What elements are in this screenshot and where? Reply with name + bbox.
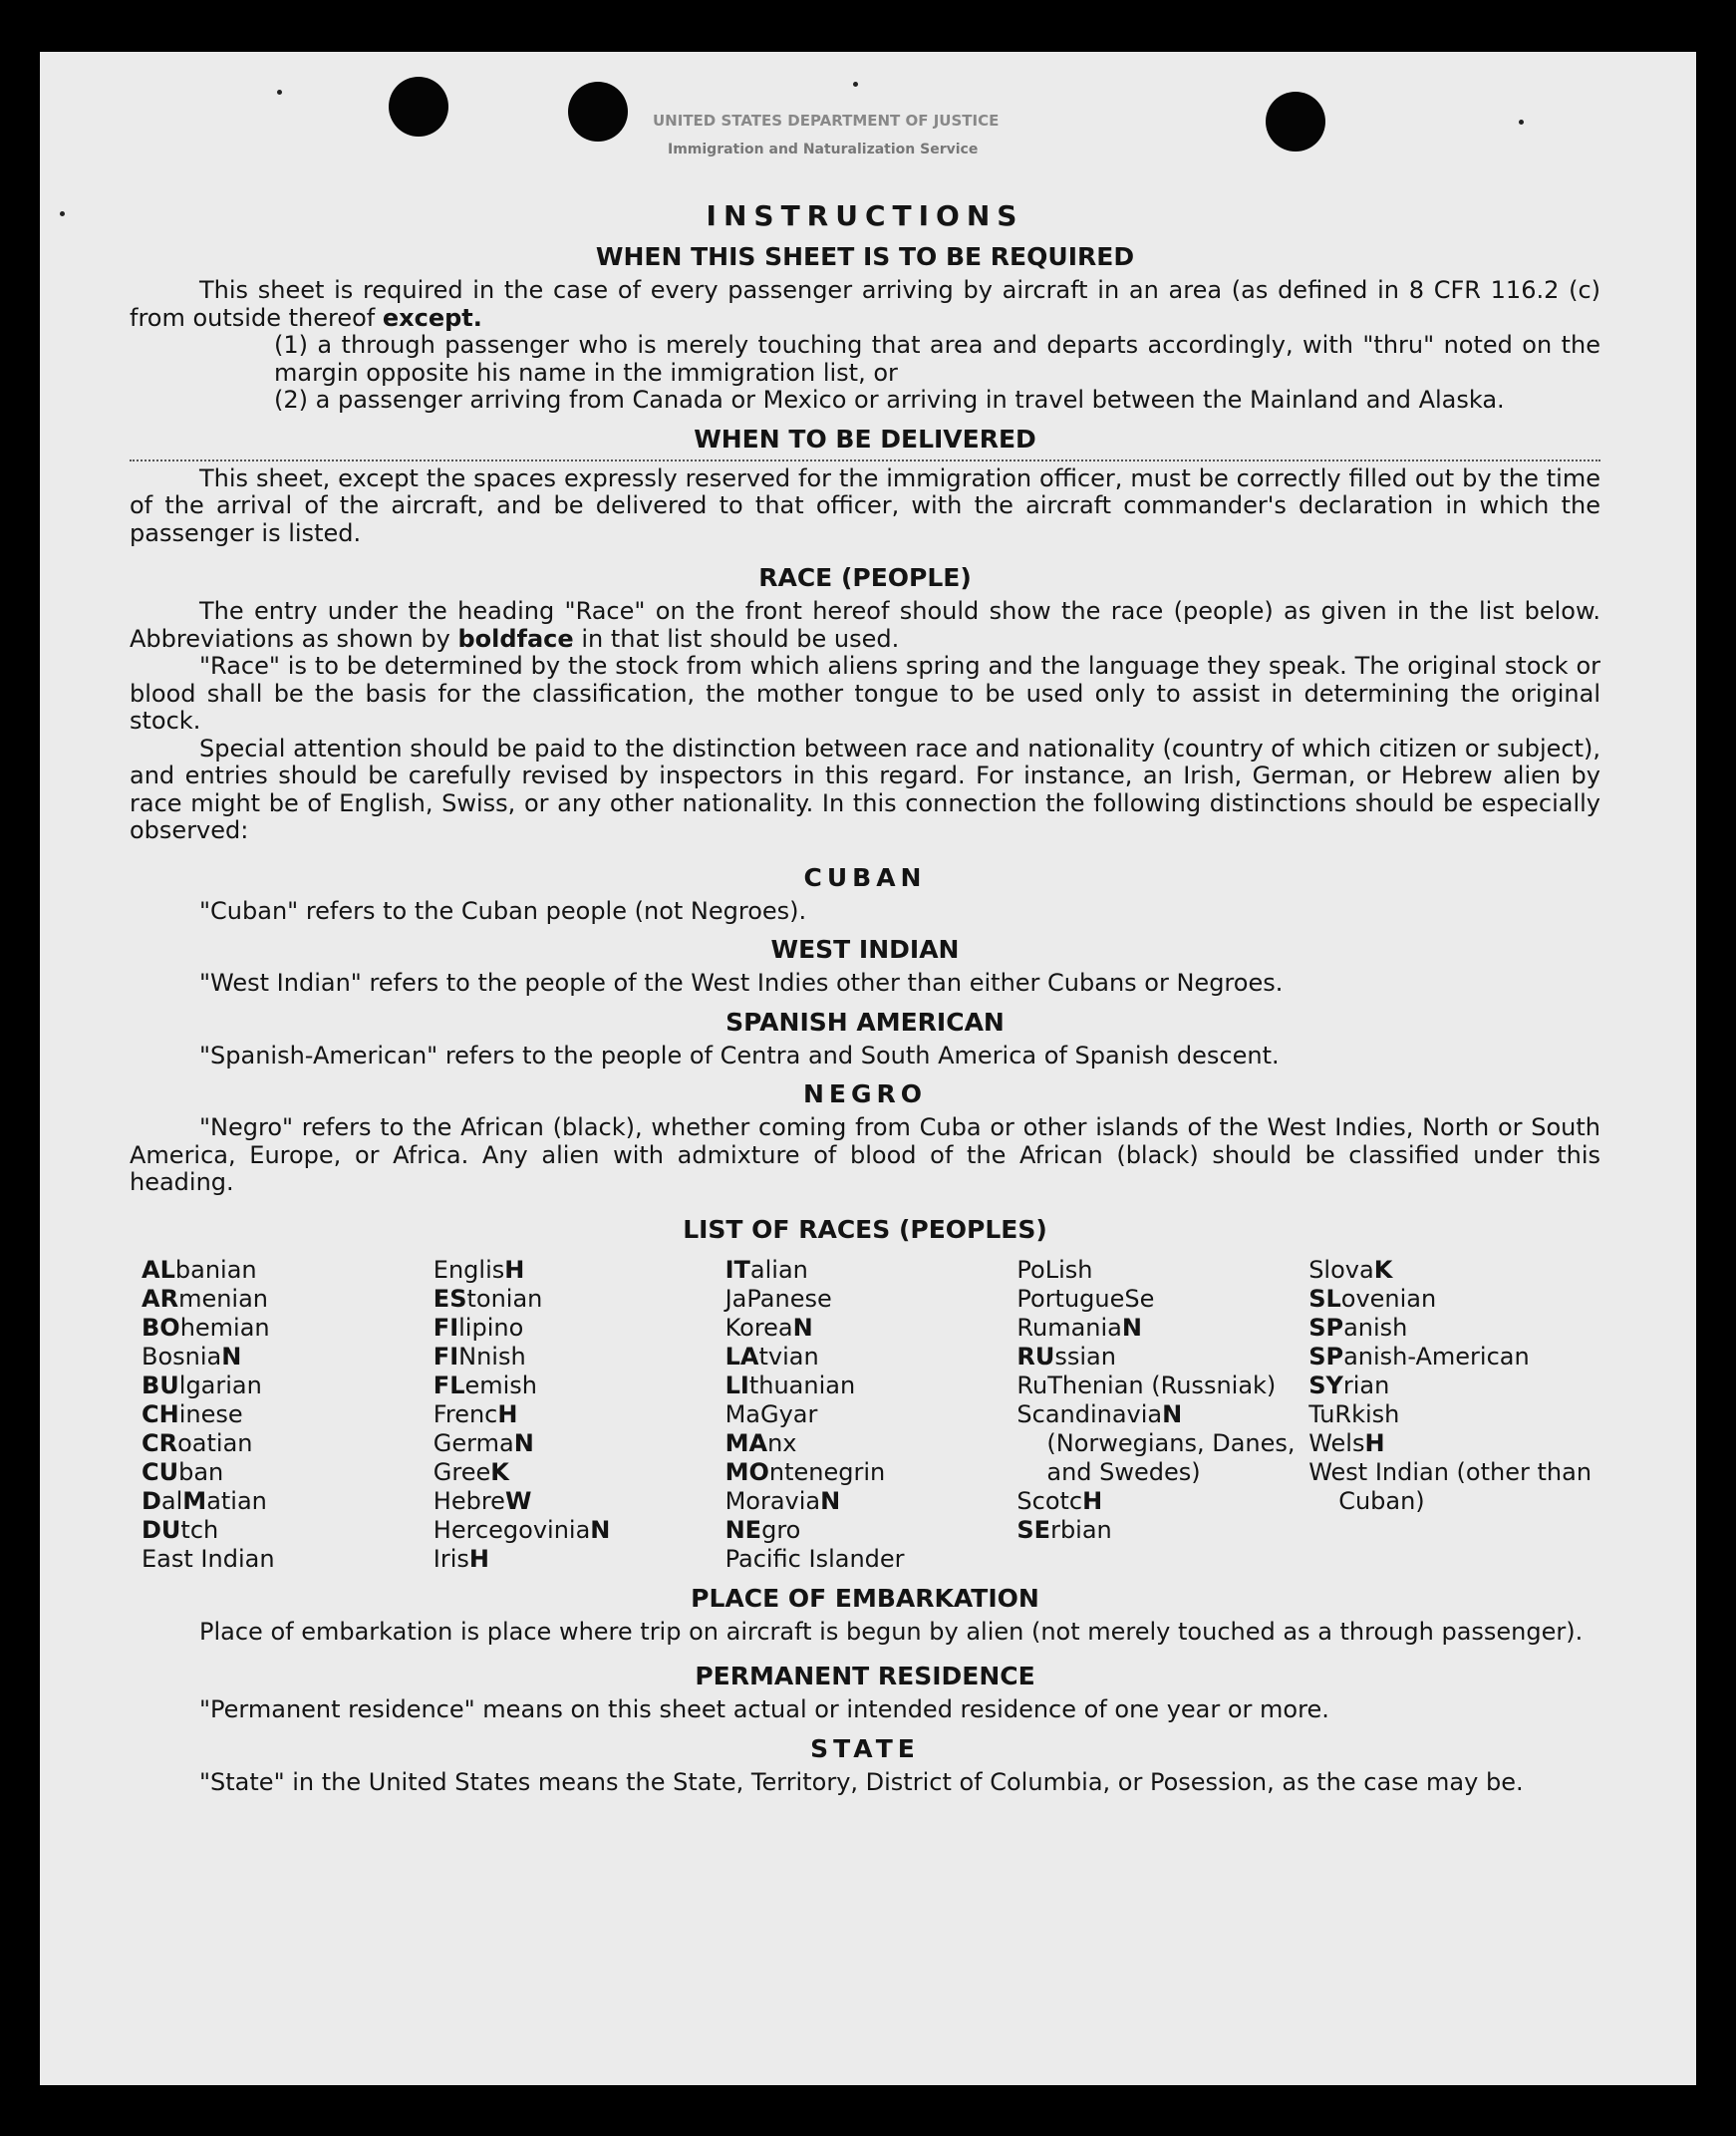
race-item: CUban: [142, 1457, 224, 1486]
race-item: LIthuanian: [724, 1371, 856, 1399]
when-required-item-2: (2) a passenger arriving from Canada or Mexico or arriving in travel between the Mainland and Alaska.: [274, 386, 1505, 414]
race-item: FLemish: [433, 1371, 538, 1399]
races-list: [142, 1256, 1600, 1574]
when-required-item-1: (1) a through passenger who is merely touching that area and departs accordingly, with "thru" noted on the margin opposite his name in the immigration list, or: [274, 331, 1600, 387]
race-item: SLovenian: [1308, 1284, 1437, 1313]
race-item: ARmenian: [142, 1284, 269, 1313]
races-list-heading: LIST OF RACES (PEOPLES): [683, 1214, 1047, 1244]
punch-hole: [389, 77, 448, 137]
embarkation-heading: PLACE OF EMBARKATION: [691, 1583, 1039, 1613]
permanent-residence-heading: PERMANENT RESIDENCE: [695, 1662, 1035, 1690]
race-item: CHinese: [142, 1399, 243, 1428]
race-item: GermaN: [433, 1428, 534, 1457]
race-item: RuThenian (Russniak): [1016, 1371, 1277, 1399]
race-item: East Indian: [142, 1544, 275, 1573]
race-item: MAnx: [724, 1428, 797, 1457]
race-item: JaPanese: [724, 1284, 832, 1313]
race-item: SPanish: [1308, 1313, 1408, 1342]
races-column: [142, 1256, 434, 1574]
speck: [60, 211, 65, 216]
race-item: SlovaK: [1308, 1255, 1393, 1284]
speck: [277, 90, 282, 95]
cuban-heading: CUBAN: [803, 862, 927, 892]
race-item: BUlgarian: [142, 1371, 262, 1399]
race-item: ITalian: [724, 1255, 808, 1284]
race-item: EnglisH: [433, 1255, 525, 1284]
race-item: GreeK: [433, 1457, 509, 1486]
west-indian-heading: WEST INDIAN: [770, 935, 960, 964]
race-item: EStonian: [433, 1284, 543, 1313]
race-item: RUssian: [1016, 1342, 1116, 1371]
spanish-american-heading: SPANISH AMERICAN: [725, 1007, 1005, 1037]
dotted-rule: [130, 459, 1600, 461]
when-required-intro: This sheet is required in the case of every passenger arriving by aircraft in an area (as defined in 8 CFR 116.2 (c) from outside thereof except.: [130, 276, 1600, 332]
except-bold: except.: [382, 303, 482, 332]
races-column: [434, 1256, 725, 1574]
race-paragraph-3: Special attention should be paid to the distinction between race and nationality (country of which citizen or subject), and entries should be carefully revised by inspectors in this regard. For instance, an Irish, German, or Hebrew alien by race might be of English, Swiss, or any other nationality. In this connection the following distinctions should be especially observed:: [130, 734, 1600, 844]
race-item: HebreW: [433, 1486, 532, 1515]
race-item: ALbanian: [142, 1255, 257, 1284]
race-item: ScotcH: [1016, 1486, 1103, 1515]
race-item: Pacific Islander: [724, 1544, 905, 1573]
race-item: DalMatian: [142, 1486, 267, 1515]
when-required-heading: WHEN THIS SHEET IS TO BE REQUIRED: [595, 242, 1135, 271]
race-item: MOntenegrin: [724, 1457, 886, 1486]
race-item: IrisH: [433, 1544, 490, 1573]
race-item: LAtvian: [724, 1342, 819, 1371]
race-item: PoLish: [1016, 1255, 1093, 1284]
negro-heading: NEGRO: [802, 1079, 928, 1108]
race-item: WelsH: [1308, 1428, 1385, 1457]
race-item: SErbian: [1016, 1515, 1112, 1544]
race-item: PortugueSe: [1016, 1284, 1155, 1313]
embarkation-text: Place of embarkation is place where trip on aircraft is begun by alien (not merely touched as a through passenger).: [199, 1617, 1584, 1646]
race-item: SYrian: [1308, 1371, 1390, 1399]
races-column: [725, 1256, 1017, 1574]
punch-hole: [1266, 92, 1325, 152]
race-item: FIlipino: [433, 1313, 524, 1342]
cuban-text: "Cuban" refers to the Cuban people (not Negroes).: [199, 896, 807, 925]
state-text: "State" in the United States means the State, Territory, District of Columbia, or Posession, as the case may be.: [199, 1767, 1524, 1796]
race-item: MaGyar: [724, 1399, 818, 1428]
race-item: ScandinaviaN (Norwegians, Danes, and Swedes): [1016, 1399, 1296, 1486]
west-indian-text: "West Indian" refers to the people of the West Indies other than either Cubans or Negroes.: [199, 969, 1284, 997]
race-item: TuRkish: [1308, 1399, 1400, 1428]
faint-stamp-line-1: UNITED STATES DEPARTMENT OF JUSTICE: [653, 112, 1000, 130]
race-item: NEgro: [724, 1515, 801, 1544]
when-delivered-text: This sheet, except the spaces expressly reserved for the immigration officer, must be correctly filled out by the time of the arrival of the aircraft, and be delivered to that officer, with the aircraft commander's declaration in which the passenger is listed.: [130, 463, 1600, 547]
when-delivered-heading: WHEN TO BE DELIVERED: [694, 424, 1036, 454]
race-item: SPanish-American: [1308, 1342, 1530, 1371]
speck: [1519, 120, 1524, 125]
race-item: RumaniaN: [1016, 1313, 1142, 1342]
race-item: BOhemian: [142, 1313, 270, 1342]
race-heading: RACE (PEOPLE): [758, 563, 972, 592]
speck: [853, 82, 858, 87]
race-item: CRoatian: [142, 1428, 253, 1457]
races-column: [1308, 1256, 1600, 1574]
race-item: HercegoviniaN: [433, 1515, 611, 1544]
permanent-residence-text: "Permanent residence" means on this sheet actual or intended residence of one year or more.: [199, 1695, 1329, 1723]
races-column: [1016, 1256, 1308, 1574]
instructions-content: [130, 199, 1600, 1796]
boldface-word: boldface: [457, 624, 574, 653]
race-item: West Indian (other than Cuban): [1308, 1457, 1592, 1515]
spanish-american-text: "Spanish-American" refers to the people of Centra and South America of Spanish descent.: [199, 1041, 1280, 1069]
punch-hole: [568, 82, 628, 142]
race-paragraph-1: The entry under the heading "Race" on the front hereof should show the race (people) as given in the list below. Abbreviations as shown by boldface in that list should be used.: [130, 597, 1600, 653]
state-heading: STATE: [810, 1733, 920, 1763]
race-paragraph-2: "Race" is to be determined by the stock from which aliens spring and the language they speak. The original stock or blood shall be the basis for the classification, the mother tongue to be used only to assist in determining the original stock.: [130, 652, 1600, 735]
race-item: KoreaN: [724, 1313, 813, 1342]
race-item: FrencH: [433, 1399, 518, 1428]
faint-stamp-line-2: Immigration and Naturalization Service: [668, 142, 979, 157]
negro-text: "Negro" refers to the African (black), whether coming from Cuba or other islands of the West Indies, North or South America, Europe, or Africa. Any alien with admixture of blood of the African (black) should be classified under this heading.: [130, 1113, 1600, 1196]
race-item: MoraviaN: [724, 1486, 841, 1515]
race-item: DUtch: [142, 1515, 219, 1544]
race-item: FINnish: [433, 1342, 526, 1371]
race-item: BosniaN: [142, 1342, 242, 1371]
instructions-title: INSTRUCTIONS: [706, 199, 1024, 232]
